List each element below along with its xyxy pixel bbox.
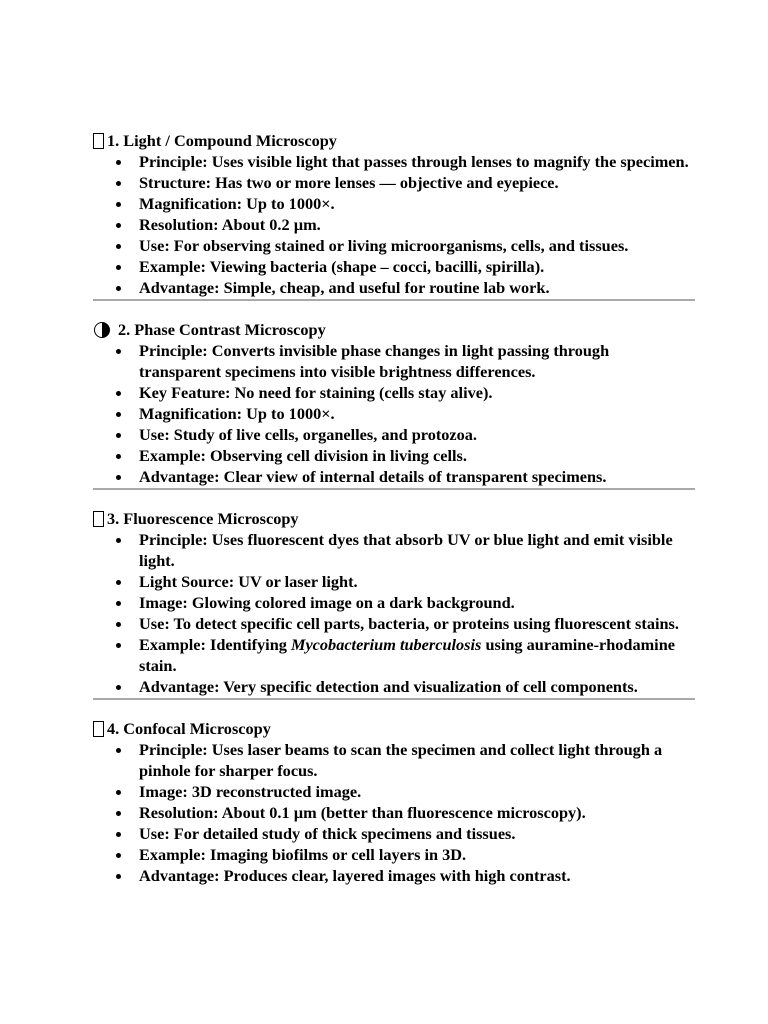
half-circle-icon bbox=[94, 322, 110, 338]
list-item: Image: 3D reconstructed image. bbox=[139, 781, 695, 802]
document-page bbox=[93, 130, 695, 886]
list-item: Structure: Has two or more lenses — objective and eyepiece. bbox=[139, 172, 695, 193]
horizontal-divider bbox=[93, 698, 695, 700]
list-item: Principle: Uses visible light that passes through lenses to magnify the specimen. bbox=[139, 151, 695, 172]
list-item: Advantage: Very specific detection and visualization of cell components. bbox=[139, 676, 695, 697]
section-confocal-microscopy bbox=[93, 718, 695, 886]
list-item: Advantage: Simple, cheap, and useful for routine lab work. bbox=[139, 277, 695, 298]
list-item: Example: Imaging biofilms or cell layers in 3D. bbox=[139, 844, 695, 865]
section-title: 2. Phase Contrast Microscopy bbox=[118, 320, 326, 339]
list-item: Example: Observing cell division in living cells. bbox=[139, 445, 695, 466]
missing-glyph-box-icon bbox=[93, 721, 104, 737]
missing-glyph-box-icon bbox=[93, 133, 104, 149]
list-item: Use: For observing stained or living microorganisms, cells, and tissues. bbox=[139, 235, 695, 256]
section-heading bbox=[93, 718, 695, 739]
section-heading bbox=[93, 130, 695, 151]
section-title: 1. Light / Compound Microscopy bbox=[107, 131, 337, 150]
list-item: Key Feature: No need for staining (cells stay alive). bbox=[139, 382, 695, 403]
species-name: Mycobacterium tuberculosis bbox=[290, 635, 482, 654]
list-item: Principle: Uses fluorescent dyes that absorb UV or blue light and emit visible light. bbox=[139, 529, 695, 571]
bullet-list bbox=[93, 340, 695, 487]
bullet-list bbox=[93, 739, 695, 886]
list-item: Light Source: UV or laser light. bbox=[139, 571, 695, 592]
list-item: Use: Study of live cells, organelles, and protozoa. bbox=[139, 424, 695, 445]
missing-glyph-box-icon bbox=[93, 511, 104, 527]
list-item: Principle: Converts invisible phase changes in light passing through transparent specimens into visible brightness differences. bbox=[139, 340, 695, 382]
list-item: Use: To detect specific cell parts, bacteria, or proteins using fluorescent stains. bbox=[139, 613, 695, 634]
list-item: Image: Glowing colored image on a dark background. bbox=[139, 592, 695, 613]
section-title: 4. Confocal Microscopy bbox=[107, 719, 271, 738]
section-heading bbox=[93, 319, 695, 340]
list-item: Resolution: About 0.2 µm. bbox=[139, 214, 695, 235]
section-title: 3. Fluorescence Microscopy bbox=[107, 509, 299, 528]
list-item: Advantage: Produces clear, layered images with high contrast. bbox=[139, 865, 695, 886]
bullet-list bbox=[93, 529, 695, 697]
horizontal-divider bbox=[93, 488, 695, 490]
list-item-example bbox=[139, 634, 695, 676]
list-item: Resolution: About 0.1 µm (better than fluorescence microscopy). bbox=[139, 802, 695, 823]
section-phase-contrast-microscopy bbox=[93, 319, 695, 487]
section-fluorescence-microscopy bbox=[93, 508, 695, 697]
example-prefix: Example: Identifying bbox=[139, 635, 291, 654]
list-item: Example: Viewing bacteria (shape – cocci, bacilli, spirilla). bbox=[139, 256, 695, 277]
bullet-list bbox=[93, 151, 695, 298]
example-suffix: using auramine-rhodamine stain. bbox=[139, 635, 675, 675]
section-light-microscopy bbox=[93, 130, 695, 298]
list-item: Principle: Uses laser beams to scan the specimen and collect light through a pinhole for sharper focus. bbox=[139, 739, 695, 781]
list-item: Magnification: Up to 1000×. bbox=[139, 193, 695, 214]
list-item: Magnification: Up to 1000×. bbox=[139, 403, 695, 424]
horizontal-divider bbox=[93, 299, 695, 301]
list-item: Use: For detailed study of thick specimens and tissues. bbox=[139, 823, 695, 844]
section-heading bbox=[93, 508, 695, 529]
list-item: Advantage: Clear view of internal details of transparent specimens. bbox=[139, 466, 695, 487]
